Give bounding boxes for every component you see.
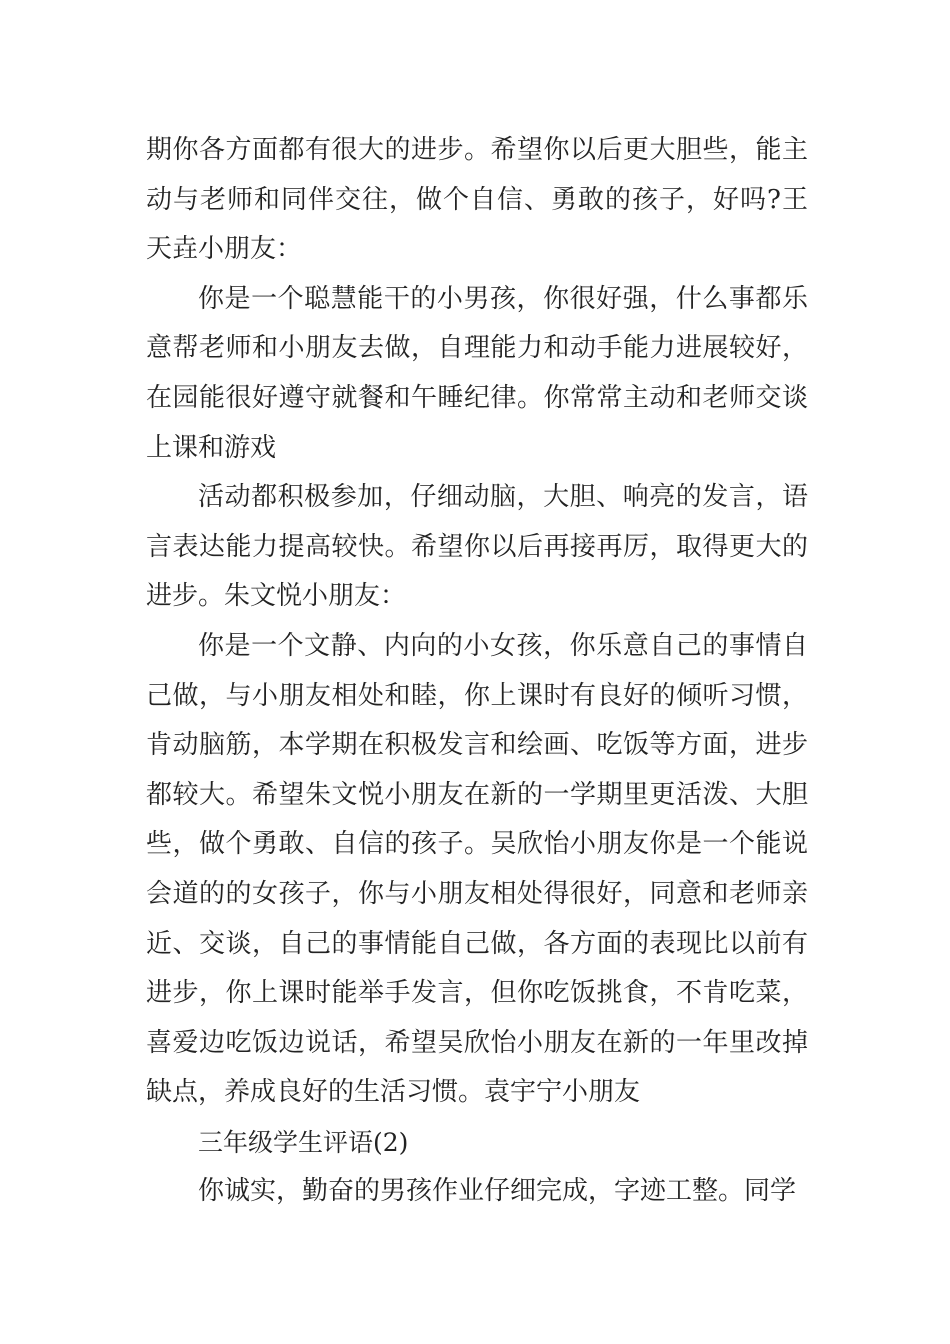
paragraph-comment-wang: 你是一个聪慧能干的小男孩，你很好强，什么事都乐意帮老师和小朋友去做，自理能力和动手能力进展较好，在园能很好遵守就餐和午睡纪律。你常常主动和老师交谈上课和游戏 <box>146 283 808 463</box>
document-body <box>146 126 808 1217</box>
section-title: 三年级学生评语(2) <box>198 1127 409 1157</box>
paragraph-continuation: 期你各方面都有很大的进步。希望你以后更大胆些，能主动与老师和同伴交往，做个自信、勇敢的孩子，好吗?王天垚小朋友： <box>146 135 808 265</box>
paragraph-activities: 活动都积极参加，仔细动脑，大胆、响亮的发言，语言表达能力提高较快。希望你以后再接再厉，取得更大的进步。朱文悦小朋友： <box>146 482 808 612</box>
paragraph-comment-boy: 你诚实，勤奋的男孩作业仔细完成，字迹工整。同学 <box>198 1176 797 1207</box>
paragraph-comment-zhu-wu: 你是一个文静、内向的小女孩，你乐意自己的事情自己做，与小朋友相处和睦，你上课时有良好的倾听习惯，肯动脑筋，本学期在积极发言和绘画、吃饭等方面，进步都较大。希望朱文悦小朋友在新的一学期里更活泼、大胆些，做个勇敢、自信的孩子。吴欣怡小朋友你是一个能说会道的的女孩子，你与小朋友相处得很好，同意和老师亲近、交谈，自己的事情能自己做，各方面的表现比以前有进步，你上课时能举手发言，但你吃饭挑食，不肯吃菜，喜爱边吃饭边说话，希望吴欣怡小朋友在新的一年里改掉缺点，养成良好的生活习惯。袁宇宁小朋友 <box>146 630 808 1108</box>
